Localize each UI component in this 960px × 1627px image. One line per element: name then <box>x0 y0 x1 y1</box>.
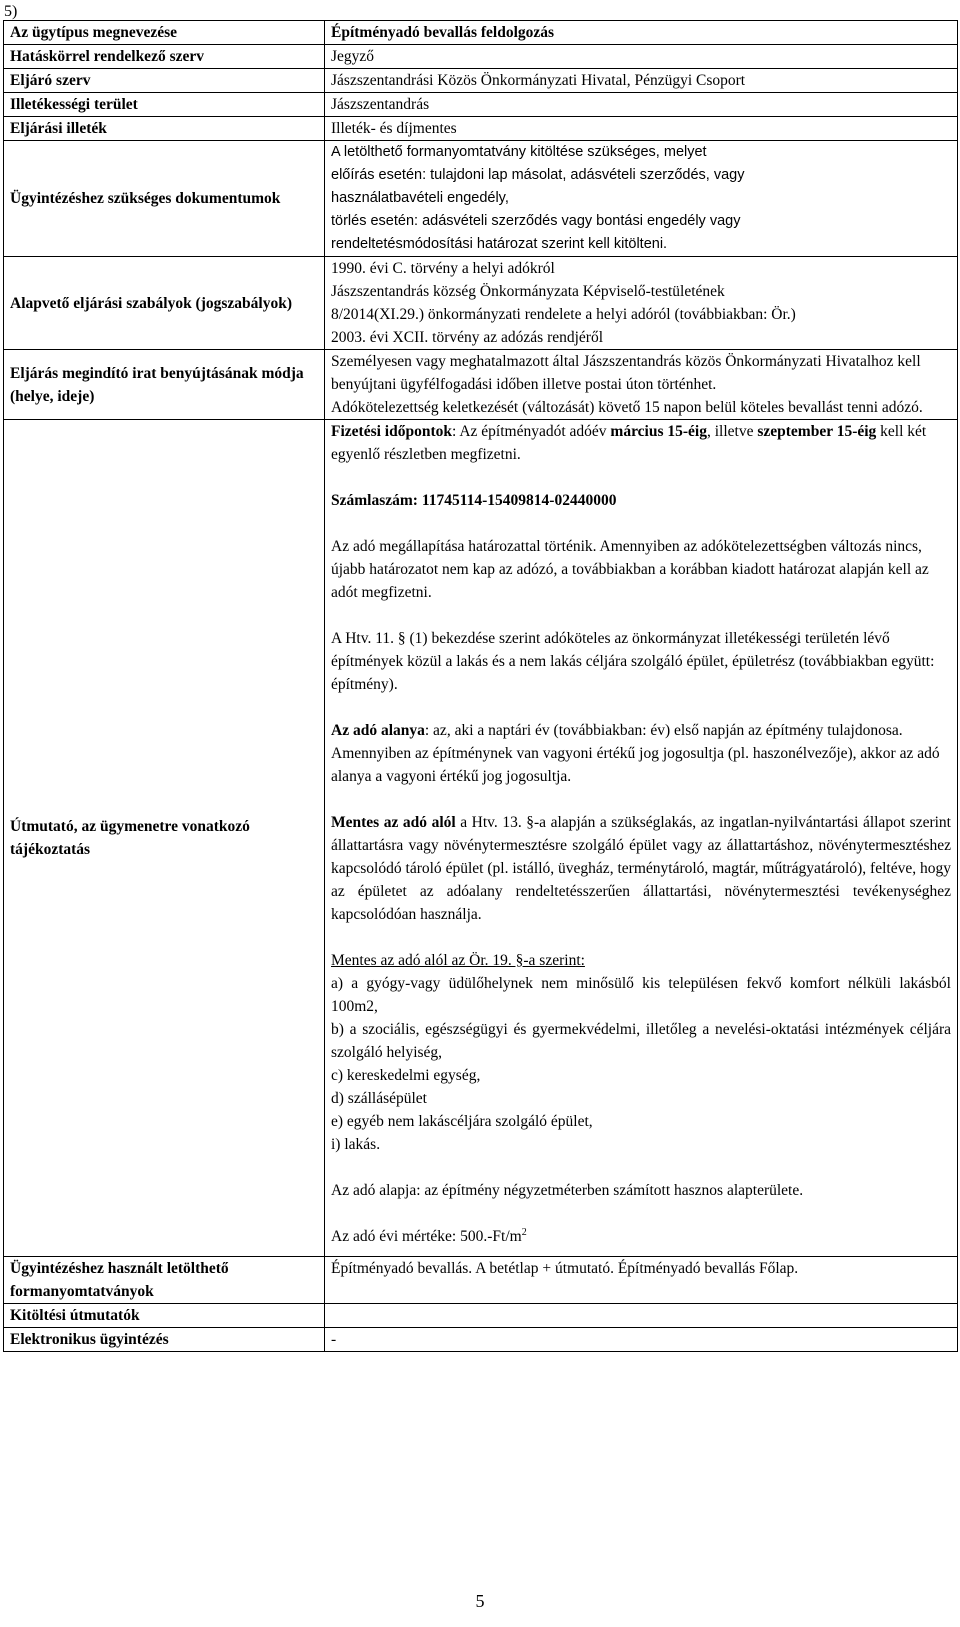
row-label: Ügyintézéshez szükséges dokumentumok <box>4 141 325 257</box>
payment-text: Az építményadót adóév <box>459 423 611 440</box>
tax-rate-superscript: 2 <box>521 1227 527 1238</box>
row-label: Ügyintézéshez használt letölthető formanyomtatványok <box>4 1257 325 1304</box>
table-row <box>4 1328 958 1352</box>
authority-value: Jegyző <box>325 45 958 69</box>
page-number: 5 <box>475 1591 485 1611</box>
exemption-item: e) egyéb nem lakáscéljára szolgáló épület, <box>331 1113 593 1130</box>
exemption-text: a Htv. 13. §-a alapján a szükséglakás, az ingatlan-nyilvántartási állapot szerint állattartásra vagy növénytermesztésre szolgáló épület vagy az állattartáshoz, növénytermesztéshez kapcsolódó tároló épület (pl. istálló, üvegház, terménytároló, magtár, műtrágyatároló), feltéve, hogy az épületet az adóalany rendeltetésszerűen állattartási, növénytermesztési tevékenységhez kapcsolódóan használja. <box>331 814 951 923</box>
acting-body-value: Jászszentandrási Közös Önkormányzati Hivatal, Pénzügyi Csoport <box>325 69 958 93</box>
row-label: Alapvető eljárási szabályok (jogszabályok) <box>4 257 325 350</box>
payment-text: , illetve <box>706 423 758 440</box>
table-row <box>4 117 958 141</box>
legal-rules <box>325 257 958 350</box>
doc-line: törlés esetén: adásvételi szerződés vagy bontási engedély vagy <box>331 213 741 229</box>
account-number: Számlaszám: 11745114-15409814-02440000 <box>331 492 617 509</box>
section-number: 5) <box>4 3 18 20</box>
guidance-content <box>325 420 958 1257</box>
table-row <box>4 1257 958 1304</box>
march-deadline: március 15-éig <box>610 423 707 440</box>
table-row <box>4 45 958 69</box>
submission-method <box>325 350 958 420</box>
rule-line: Jászszentandrás község Önkormányzata Képviselő-testületének <box>331 283 725 300</box>
doc-line: rendeltetésmódosítási határozat szerint kell kitölteni. <box>331 236 668 252</box>
exemption-title: Mentes az adó alól <box>331 814 456 831</box>
rule-line: 1990. évi C. törvény a helyi adókról <box>331 260 555 277</box>
exemption-item: a) a gyógy-vagy üdülőhelynek nem minősülő kis településen fekvő komfort nélküli lakásból 100m2, <box>331 975 951 1015</box>
doc-line: előírás esetén: tulajdoni lap másolat, adásvételi szerződés, vagy <box>331 167 745 183</box>
tax-subject-text: : az, aki a naptári év (továbbiakban: év) első napján az építmény tulajdonosa. Amennyiben az építménynek van vagyoni értékű jog jogosultja (pl. haszonélvezője), akkor az adó alanya a vagyoni értékű jog jogosultja. <box>331 722 940 785</box>
row-label: Útmutató, az ügymenetre vonatkozó tájékoztatás <box>4 420 325 1257</box>
tax-subject-title: Az adó alanya <box>331 722 425 739</box>
resolution-text: Az adó megállapítása határozattal történik. Amennyiben az adókötelezettségben változás nincs, újabb határozatot nem kap az adózó, a továbbiakban a korábban kiadott határozat alapján kell az adót megfizetni. <box>331 538 929 601</box>
row-label: Hatáskörrel rendelkező szerv <box>4 45 325 69</box>
row-label: Kitöltési útmutatók <box>4 1304 325 1328</box>
exemption-or19-title: Mentes az adó alól az Ör. 19. §-a szerint: <box>331 952 585 969</box>
exemption-htv <box>331 811 951 926</box>
september-deadline: szeptember 15-éig <box>757 423 877 440</box>
table-row <box>4 420 958 1257</box>
jurisdiction-value: Jászszentandrás <box>325 93 958 117</box>
deadline-text: Adókötelezettség keletkezését (változását) követő 15 napon belül köteles bevallást tenni adózó. <box>331 399 923 416</box>
table-row <box>4 69 958 93</box>
tax-rate <box>331 1225 951 1248</box>
table-row <box>4 350 958 420</box>
case-type-value: Építményadó bevallás feldolgozás <box>325 21 958 45</box>
rule-line: 2003. évi XCII. törvény az adózás rendjéről <box>331 329 604 346</box>
row-label: Eljáró szerv <box>4 69 325 93</box>
exemption-item: c) kereskedelmi egység, <box>331 1067 481 1084</box>
rule-line: 8/2014(XI.29.) önkormányzati rendelete a helyi adóról (továbbiakban: Ör.) <box>331 306 796 323</box>
table-row <box>4 93 958 117</box>
forms-value: Építményadó bevallás. A betétlap + útmutató. Építményadó bevallás Főlap. <box>325 1257 958 1304</box>
table-row <box>4 21 958 45</box>
fee-value: Illeték- és díjmentes <box>325 117 958 141</box>
doc-line: használatbavételi engedély, <box>331 190 509 206</box>
filling-guide-value <box>325 1304 958 1328</box>
payment-text: kell két egyenlő részletben megfizetni. <box>331 423 927 463</box>
row-label: Elektronikus ügyintézés <box>4 1328 325 1352</box>
payment-deadlines: Fizetési időpontok: Az építményadót adóév március 15-éig, illetve szeptember 15-éig kell két egyenlő részletben megfizetni. <box>331 423 927 463</box>
table-row <box>4 1304 958 1328</box>
required-documents <box>325 141 958 257</box>
submission-text: Személyesen vagy meghatalmazott által Jászszentandrás közös Önkormányzati Hivatalhoz kell benyújtani ügyfélfogadási időben illetve postai úton történhet. <box>331 353 921 393</box>
row-label: Eljárás megindító irat benyújtásának módja (helye, ideje) <box>4 350 325 420</box>
htv11-text: A Htv. 11. § (1) bekezdése szerint adóköteles az önkormányzat illetékességi területén lévő építmények közül a lakás és a nem lakás céljára szolgáló épület, épületrész (továbbiakban együtt: építmény). <box>331 630 935 693</box>
procedure-info-table <box>3 20 958 1352</box>
row-label: Az ügytípus megnevezése <box>4 21 325 45</box>
exemption-item: b) a szociális, egészségügyi és gyermekvédelmi, illetőleg a nevelési-oktatási intézmények céljára szolgáló helyiség, <box>331 1021 951 1061</box>
payment-title: Fizetési időpontok <box>331 423 452 440</box>
table-row <box>4 257 958 350</box>
tax-rate-text: Az adó évi mértéke: 500.-Ft/m <box>331 1228 522 1245</box>
row-label: Eljárási illeték <box>4 117 325 141</box>
exemption-item: d) szállásépület <box>331 1090 427 1107</box>
tax-subject <box>331 719 951 788</box>
electronic-value: - <box>325 1328 958 1352</box>
row-label: Illetékességi terület <box>4 93 325 117</box>
exemption-item: i) lakás. <box>331 1136 381 1153</box>
tax-base: Az adó alapja: az építmény négyzetméterben számított hasznos alapterülete. <box>331 1182 804 1199</box>
table-row <box>4 141 958 257</box>
doc-line: A letölthető formanyomtatvány kitöltése szükséges, melyet <box>331 144 707 160</box>
